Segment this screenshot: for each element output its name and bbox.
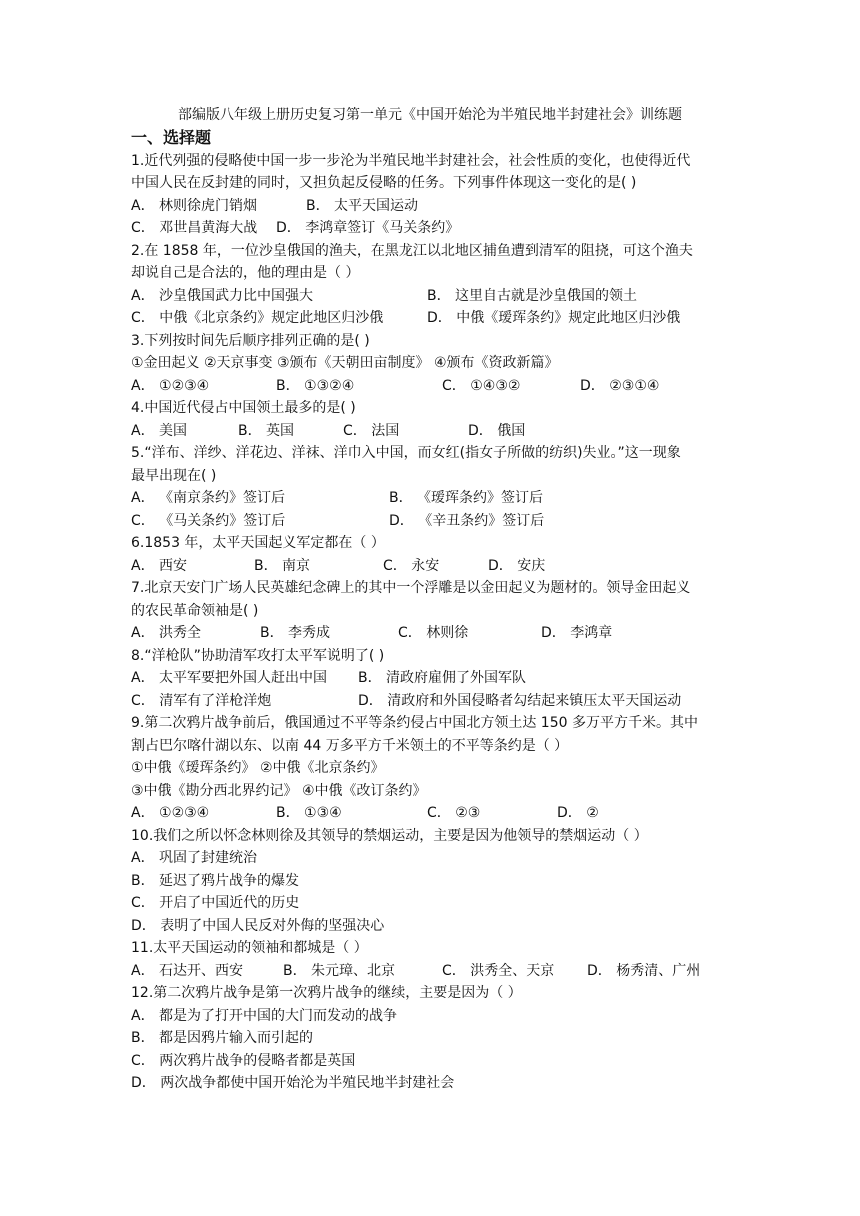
q11-option-c: C． 洪秀全、天京 [442, 963, 555, 979]
q3-option-d: D． ②③①④ [580, 378, 660, 394]
q1-stem-line1: 1.近代列强的侵略使中国一步一步沦为半殖民地半封建社会，社会性质的变化，也使得近代 [131, 153, 691, 169]
q5-option-d: D． 《辛丑条约》签订后 [389, 513, 545, 529]
q4-option-c: C． 法国 [343, 423, 400, 439]
q8-option-a: A． 太平军要把外国人赶出中国 [131, 670, 328, 686]
q6-option-b: B． 南京 [254, 558, 311, 574]
q12-option-a: A． 都是为了打开中国的大门而发动的战争 [131, 1008, 398, 1024]
q3-option-c: C． ①④③② [442, 378, 521, 394]
q9-choice-line1: ①中俄《瑷珲条约》 ②中俄《北京条约》 [131, 760, 385, 776]
q11-option-d: D． 杨秀清、广州 [587, 963, 701, 979]
q4-stem-line1: 4.中国近代侵占中国领土最多的是( ) [131, 400, 356, 416]
q11-option-b: B． 朱元璋、北京 [283, 963, 396, 979]
q1-stem-line2: 中国人民在反封建的同时，又担负起反侵略的任务。下列事件体现这一变化的是( ) [131, 175, 637, 191]
q5-option-c: C． 《马关条约》签订后 [131, 513, 286, 529]
q2-option-c: C． 中俄《北京条约》规定此地区归沙俄 [131, 310, 384, 326]
q9-stem-line2: 割占巴尔喀什湖以东、以南 44 万多平方千米领土的不平等条约是（ ） [131, 738, 569, 754]
q3-stem-line2: ①金田起义 ②天京事变 ③颁布《天朝田亩制度》 ④颁布《资政新篇》 [131, 355, 559, 371]
q5-options-row1 [131, 487, 731, 509]
q12-stem-line1: 12.第二次鸦片战争是第一次鸦片战争的继续，主要是因为（ ） [131, 985, 522, 1001]
q6-option-c: C． 永安 [383, 558, 440, 574]
q7-option-a: A． 洪秀全 [131, 625, 202, 641]
q10-stem-line1: 10.我们之所以怀念林则徐及其领导的禁烟运动，主要是因为他领导的禁烟运动（ ） [131, 828, 648, 844]
q9-option-d: D． ② [557, 805, 599, 821]
q9-option-b: B． ①③④ [276, 805, 342, 821]
q1-option-c: C． 邓世昌黄海大战 [131, 220, 258, 236]
q1-options-row1 [131, 195, 731, 217]
q12-option-b: B． 都是因鸦片输入而引起的 [131, 1030, 314, 1046]
q5-options-row2 [131, 510, 731, 532]
q7-option-c: C． 林则徐 [398, 625, 469, 641]
q8-stem-line1: 8.“洋枪队”协助清军攻打太平军说明了( ) [131, 648, 385, 664]
q4-option-a: A． 美国 [131, 423, 188, 439]
q3-option-a: A． ①②③④ [131, 378, 210, 394]
q3-stem-line1: 3.下列按时间先后顺序排列正确的是( ) [131, 333, 370, 349]
q1-option-a: A． 林则徐虎门销烟 [131, 198, 258, 214]
q3-option-b: B． ①③②④ [276, 378, 355, 394]
q8-options-row1 [131, 667, 731, 689]
q8-option-d: D． 清政府和外国侵略者勾结起来镇压太平天国运动 [358, 693, 682, 709]
q11-stem-line1: 11.太平天国运动的领袖和都城是（ ） [131, 940, 368, 956]
q7-option-d: D． 李鸿章 [541, 625, 613, 641]
q7-option-b: B． 李秀成 [260, 625, 331, 641]
q10-option-b: B． 延迟了鸦片战争的爆发 [131, 873, 300, 889]
q6-stem-line1: 6.1853 年，太平天国起义军定都在（ ） [131, 535, 385, 551]
q10-option-a: A． 巩固了封建统治 [131, 850, 258, 866]
q2-option-a: A． 沙皇俄国武力比中国强大 [131, 288, 314, 304]
q3-options [131, 375, 731, 397]
q5-stem-line1: 5.“洋布、洋纱、洋花边、洋袜、洋巾入中国，而女红(指女子所做的纺织)失业。”这一现象 [131, 445, 681, 461]
document-title: 部编版八年级上册历史复习第一单元《中国开始沦为半殖民地半封建社会》训练题 [178, 107, 682, 123]
q7-stem-line1: 7.北京天安门广场人民英雄纪念碑上的其中一个浮雕是以金田起义为题材的。领导金田起义 [131, 580, 691, 596]
q5-stem-line2: 最早出现在( ) [131, 468, 217, 484]
section-heading: 一、选择题 [131, 128, 212, 147]
q4-options [131, 420, 731, 442]
q2-options-row2 [131, 307, 731, 329]
q9-option-c: C． ②③ [427, 805, 481, 821]
q1-option-d: D． 李鸿章签订《马关条约》 [276, 220, 460, 236]
q2-options-row1 [131, 285, 731, 307]
q9-choice-line2: ③中俄《勘分西北界约记》 ④中俄《改订条约》 [131, 783, 427, 799]
q11-options [131, 960, 731, 982]
q5-option-a: A． 《南京条约》签订后 [131, 490, 286, 506]
q2-option-b: B． 这里自古就是沙皇俄国的领土 [427, 288, 638, 304]
q2-option-d: D． 中俄《瑷珲条约》规定此地区归沙俄 [427, 310, 681, 326]
q8-options-row2 [131, 690, 731, 712]
q10-option-c: C． 开启了中国近代的历史 [131, 895, 300, 911]
q12-option-c: C． 两次鸦片战争的侵略者都是英国 [131, 1053, 356, 1069]
q7-stem-line2: 的农民革命领袖是( ) [131, 603, 259, 619]
q11-option-a: A． 石达开、西安 [131, 963, 244, 979]
q7-options [131, 622, 731, 644]
q1-options-row2 [131, 217, 731, 239]
q6-option-d: D． 安庆 [488, 558, 546, 574]
q10-option-d: D． 表明了中国人民反对外侮的坚强决心 [131, 918, 385, 934]
q2-stem-line2: 却说自己是合法的，他的理由是（ ） [131, 265, 360, 281]
q9-option-a: A． ①②③④ [131, 805, 210, 821]
q1-option-b: B． 太平天国运动 [306, 198, 419, 214]
q9-stem-line1: 9.第二次鸦片战争前后，俄国通过不平等条约侵占中国北方领土达 150 多万平方千米。其中 [131, 715, 698, 731]
q6-options [131, 555, 731, 577]
q4-option-b: B． 英国 [238, 423, 295, 439]
q2-stem-line1: 2.在 1858 年，一位沙皇俄国的渔夫，在黑龙江以北地区捕鱼遭到清军的阻挠，可这个渔夫 [131, 243, 693, 259]
q12-option-d: D． 两次战争都使中国开始沦为半殖民地半封建社会 [131, 1075, 455, 1091]
q9-options [131, 802, 731, 824]
q4-option-d: D． 俄国 [468, 423, 526, 439]
q6-option-a: A． 西安 [131, 558, 188, 574]
q5-option-b: B． 《瑷珲条约》签订后 [389, 490, 544, 506]
q8-option-c: C． 清军有了洋枪洋炮 [131, 693, 272, 709]
q8-option-b: B． 清政府雇佣了外国军队 [358, 670, 527, 686]
